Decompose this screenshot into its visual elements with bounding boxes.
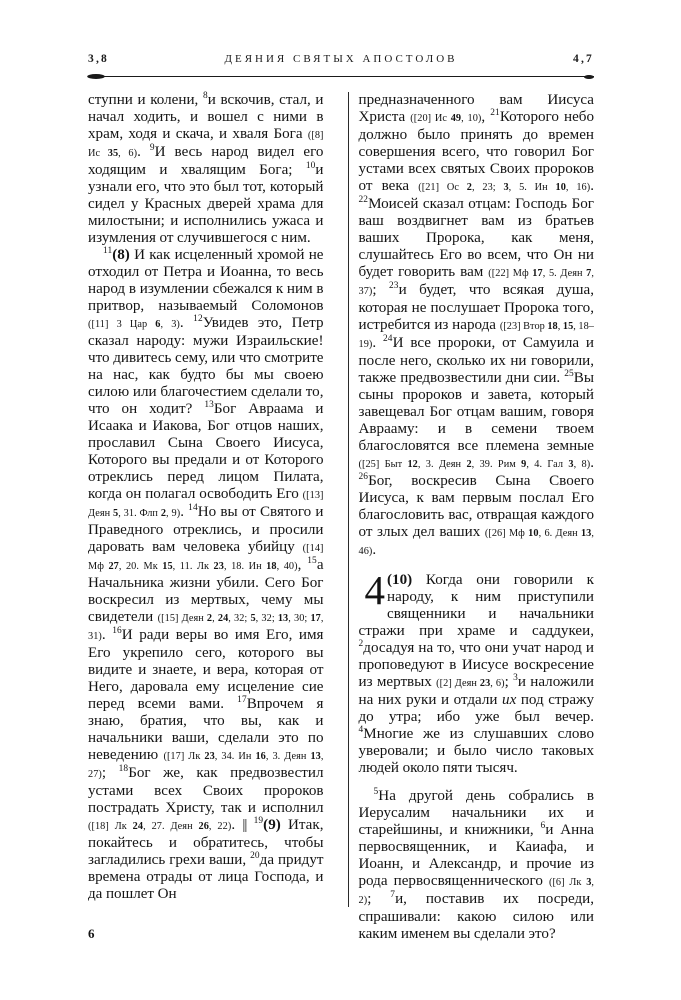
chapter-opener <box>358 567 595 777</box>
header-rule-line <box>88 76 594 77</box>
rule-lens-right-icon <box>584 75 594 79</box>
verse-number: 13 <box>204 399 214 410</box>
section-number: (10) <box>387 572 413 588</box>
verse-number: 6 <box>540 820 546 831</box>
paragraph: предназначенного вам Иисуса Христа ([20] Ис 49, 10), $^{21}$Которого небо должно было принять до времен совершения всего, что говорил Бог устами всех святых Своих пророков от века ([21] Ос 2, 23; 3, 5. Ин 10, 16). $^{22}$Моисей сказал отцам: Господь Бог ваш воздвигнет вам из братьев ваших Пророка, как меня, слушайтесь Его во всем, что Он ни будет говорить вам ([22] Мф 17, 5. Деян 7, 37); $^{23}$и будет, что всякая душа, которая не послушает Пророка того, истребится из народа ([23] Втор 18, 15, 18–19). $^{24}$И все пророки, от Самуила и после него, сколько их ни говорили, также предвозвестили дни сии. $^{25}$Вы сыны пророков и завета, который завещевал Бог отцам вашим, говоря Аврааму: и в семени твоем благословятся все племена земные ([25] Быт 12, 3. Деян 2, 39. Рим 9, 4. Гал 3, 8). $^{26}$Бог, воскресив Сына Своего Иисуса, к вам первым послал Его благословить вас, отвращая каждого от злых дел ваших ([26] Мф 10, 6. Деян 13, 46). <box>358 92 595 558</box>
section-number: (9) <box>263 817 281 833</box>
verse-number: 19 <box>253 815 264 826</box>
verse-number: 18 <box>118 763 129 774</box>
verse-number: 26 <box>358 471 369 482</box>
italic-word: их <box>502 692 517 708</box>
paragraph-mark: || <box>242 817 247 833</box>
paragraph: $^5$На другой день собрались в Иерусалим начальники их и старейшины, и книжники, $^6$и Анна первосвященник, и Каиафа, и Иоанн, и Александр, и прочие из рода первосвященнического ([6] Лк 3, 2); $^7$и, поставив их посреди, спрашивали: какою силою или каким именем вы сделали это? <box>358 786 595 942</box>
scripture-reference: ([13] Деян 5, 31. Флп 2, 9) <box>88 490 324 519</box>
scripture-reference: ([14] Мф 27, 20. Мк 15, 11. Лк 23, 18. Ин 18, 40) <box>88 543 324 572</box>
verse-number: 5 <box>373 786 379 797</box>
verse-number: 22 <box>358 194 369 205</box>
scripture-reference: ([25] Быт 12, 3. Деян 2, 39. Рим 9, 4. Гал 3, 8) <box>358 459 591 470</box>
section-number: (8) <box>112 247 130 263</box>
scripture-reference: ([6] Лк 3, 2) <box>358 877 595 906</box>
verse-number: 8 <box>202 90 208 101</box>
verse-number: 4 <box>358 724 364 735</box>
paragraph: ступни и колени, $^8$и вскочив, стал, и начал ходить, и вошел с ними в храм, ходя и скача, и хваля Бога ([8] Ис 35, 6). $^9$И весь народ видел его ходящим и хвалящим Бога; $^{10}$и узнали его, что это был тот, который сидел у Красных дверей храма для милостыни; и исполнились ужаса и изумления от случившегося с ним. <box>88 90 324 246</box>
column-left <box>88 92 336 912</box>
running-header <box>88 48 594 70</box>
verse-number: 17 <box>237 694 247 705</box>
scripture-reference: ([22] Мф 17, 5. Деян 7, 37) <box>358 268 594 297</box>
scripture-reference: ([11] 3 Цар 6, 3) <box>88 319 180 330</box>
scripture-reference: ([8] Ис 35, 6) <box>88 130 324 159</box>
scripture-reference: ([15] Деян 2, 24, 32; 5, 32; 13, 30; 17, 31) <box>88 613 324 642</box>
verse-number: 11 <box>103 245 113 256</box>
verse-number: 7 <box>390 889 396 900</box>
text-body <box>88 90 595 942</box>
rule-lens-left-icon <box>87 74 105 79</box>
verse-number: 10 <box>305 160 316 171</box>
scripture-reference: ([2] Деян 23, 6) <box>436 678 505 689</box>
paragraph: (10) Когда они говорили к народу, к ним приступили священники и начальники стражи при храме и саддукеи, $^2$досадуя на то, что они учат народ и проповедуют в Иисусе воскресение из мертвых ([2] Деян 23, 6); $^3$и наложили на них руки и отдали их под стражу до утра; ибо уже был вечер. $^4$Многие же из слушавших слово уверовали; и было число таковых людей около пяти тысяч. <box>358 572 594 776</box>
scripture-reference: ([21] Ос 2, 23; 3, 5. Ин 10, 16) <box>418 182 591 193</box>
scripture-reference: ([23] Втор 18, 15, 18–19) <box>358 321 594 350</box>
verse-number: 16 <box>112 625 122 636</box>
scripture-reference: ([18] Лк 24, 27. Деян 26, 22) <box>88 821 232 832</box>
verse-number: 24 <box>383 333 393 344</box>
header-folio-left: 3,8 <box>88 53 109 65</box>
verse-number: 15 <box>307 555 317 566</box>
page-number: 6 <box>88 926 95 941</box>
scripture-reference: ([26] Мф 10, 6. Деян 13, 46) <box>358 528 594 557</box>
verse-number: 9 <box>149 142 155 153</box>
page-title: ДЕЯНИЯ СВЯТЫХ АПОСТОЛОВ <box>224 53 458 65</box>
verse-number: 12 <box>193 313 203 324</box>
verse-number: 23 <box>389 280 399 291</box>
verse-number: 20 <box>250 850 260 861</box>
verse-number: 14 <box>188 502 198 513</box>
verse-number: 25 <box>564 368 574 379</box>
verse-number: 2 <box>358 638 364 649</box>
verse-number: 3 <box>513 672 518 683</box>
header-rule-ornament <box>88 75 594 78</box>
scripture-reference: ([20] Ис 49, 10) <box>410 113 482 124</box>
verse-number: 21 <box>490 107 500 118</box>
scripture-reference: ([17] Лк 23, 34. Ин 16, 3. Деян 13, 27) <box>88 751 324 780</box>
column-right <box>347 92 595 942</box>
header-folio-right: 4,7 <box>573 53 594 65</box>
paragraph: $^{11}$(8) И как исцеленный хромой не отходил от Петра и Иоанна, то весь народ в изумлении сбежался к ним в притвор, называемый Соломонов ([11] 3 Цар 6, 3). $^{12}$Увидев это, Петр сказал народу: мужи Израильские! что дивитесь сему, или что смотрите на нас, как будто бы мы своею силою или благочестием сделали то, что он ходит? $^{13}$Бог Авраама и Исаака и Иакова, Бог отцов наших, прославил Сына Своего Иисуса, Которого вы предали и от Которого отреклись перед лицом Пилата, когда он полагал освободить Его ([13] Деян 5, 31. Флп 2, 9). $^{14}$Но вы от Святого и Праведного отреклись, и просили даровать вам человека убийцу ([14] Мф 27, 20. Мк 15, 11. Лк 23, 18. Ин 18, 40), $^{15}$а Начальника жизни убили. Сего Бог воскресил из мертвых, чему мы свидетели ([15] Деян 2, 24, 32; 5, 32; 13, 30; 17, 31). $^{16}$И ради веры во имя Его, имя Его укрепило сего, которого вы видите и знаете, и вера, которая от Него, даровала ему исцеление сие перед всеми вами. $^{17}$Впрочем я знаю, братия, что вы, как и начальники ваши, сделали это по неведению ([17] Лк 23, 34. Ин 16, 3. Деян 13, 27); $^{18}$Бог же, как предвозвестил устами всех Своих пророков пострадать Христу, так и исполнил ([18] Лк 24, 27. Деян 26, 22). || $^{19}$(9) Итак, покайтесь и обратитесь, чтобы загладились грехи ваши, $^{20}$да придут времена отрады от лица Господа, и да пошлет Он <box>88 245 324 902</box>
chapter-dropcap: 4 <box>364 567 385 613</box>
